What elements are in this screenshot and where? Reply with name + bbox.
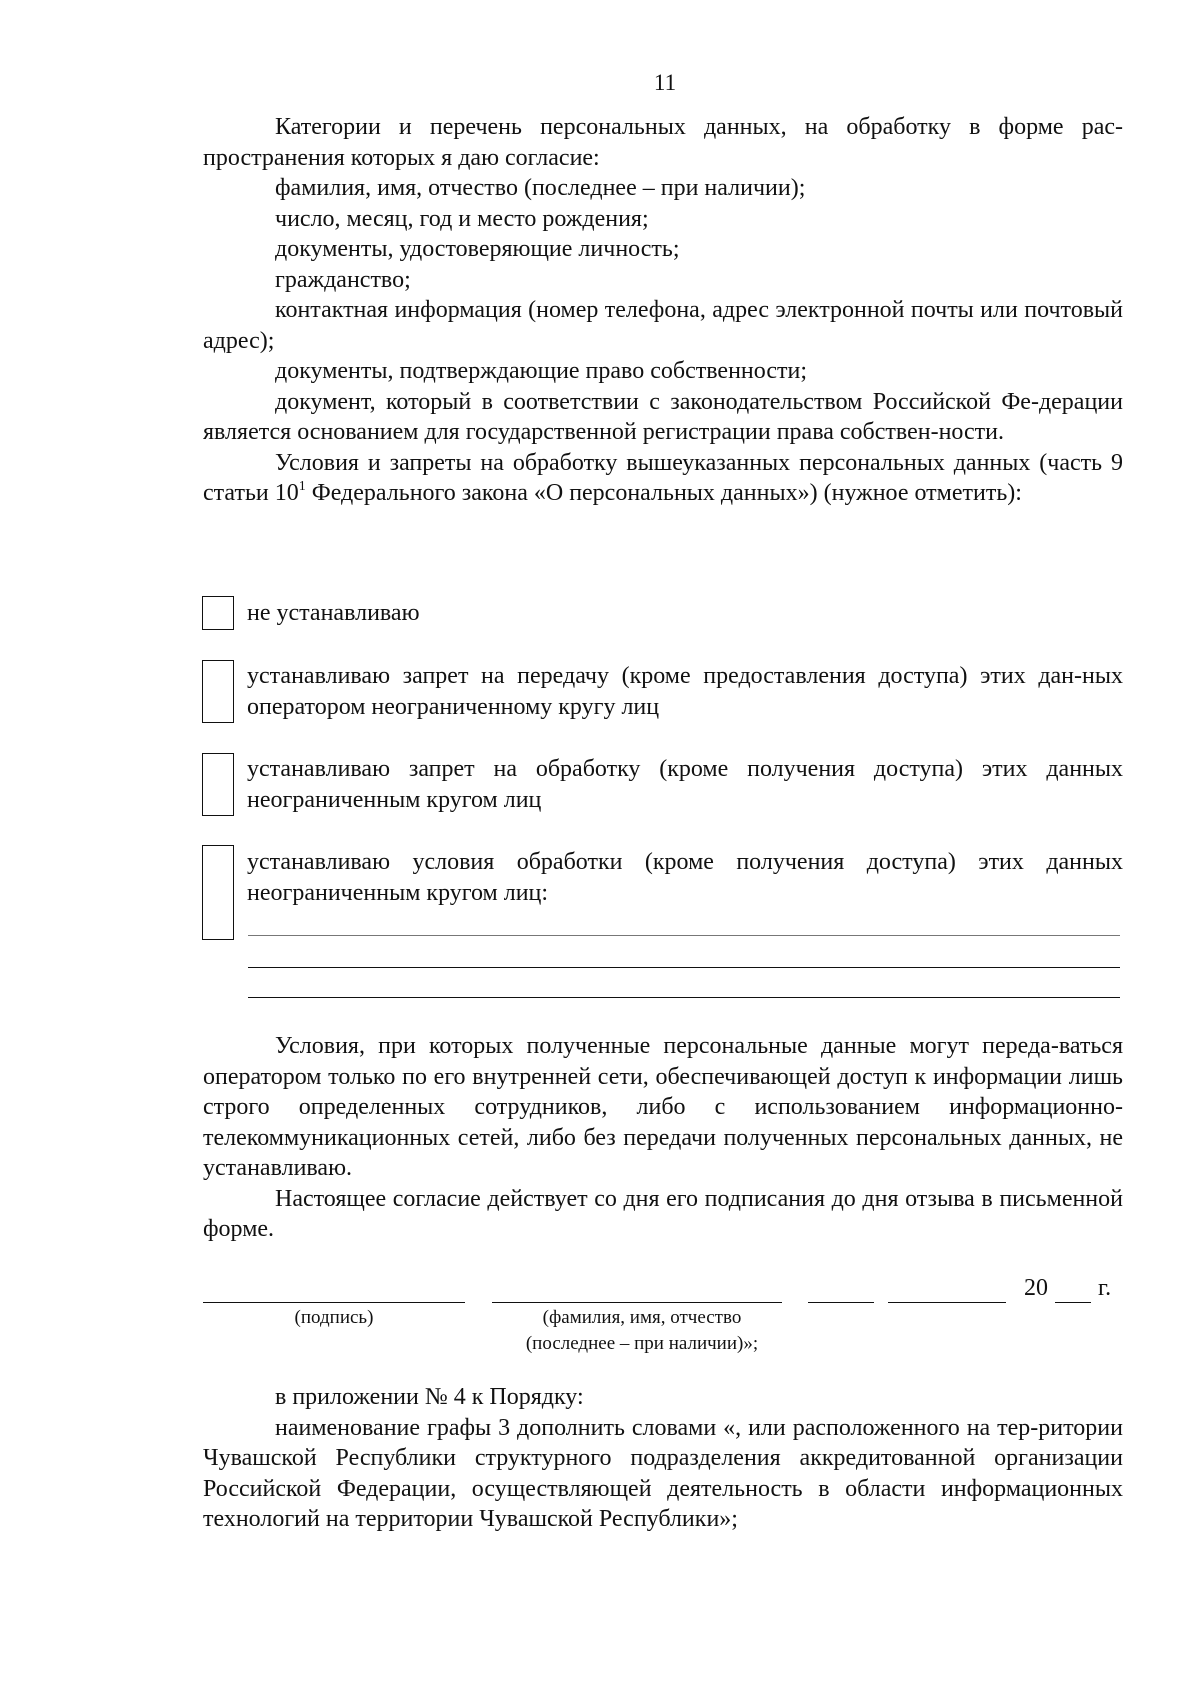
list-item: гражданство;: [275, 266, 411, 293]
option-checkbox-2[interactable]: [202, 660, 234, 723]
appendix-section: [203, 1382, 1123, 1535]
full-name-line[interactable]: [492, 1302, 782, 1303]
option-label-3: устанавливаю запрет на обработку (кроме получения доступа) этих данных неограниченным кругом лиц: [247, 756, 1123, 813]
option-label-2: устанавливаю запрет на передачу (кроме предоставления доступа) этих дан-ных оператором неограниченному кругу лиц: [247, 663, 1123, 720]
signature-caption: (подпись): [294, 1307, 374, 1328]
option-checkbox-3[interactable]: [202, 753, 234, 816]
list-item-registration-doc: документ, который в соответствии с законодательством Российской Фе-дерации является основанием для государственной регистрации права собствен-ности.: [203, 388, 1123, 445]
full-name-caption-2: (последнее – при наличии)»;: [525, 1333, 759, 1354]
superscript: 1: [298, 479, 306, 494]
year-suffix: г.: [1098, 1275, 1112, 1301]
option-checkbox-1[interactable]: [202, 596, 234, 630]
option-label-1: не устанавливаю: [247, 600, 420, 626]
list-item: число, месяц, год и место рождения;: [275, 205, 649, 232]
transfer-conditions-paragraph: Условия, при которых полученные персональные данные могут переда-ваться оператором только по его внутренней сети, обеспечивающей доступ к информации лишь строго определенных сотрудников, либо с использованием информационно-телекоммуникационных сетей, либо без передачи полученных персональных данных, не устанавливаю.: [203, 1033, 1123, 1181]
full-name-caption-1: (фамилия, имя, отчество: [542, 1307, 742, 1328]
date-day-line[interactable]: [808, 1302, 874, 1303]
list-item-ownership: документы, подтверждающие право собственности;: [275, 358, 808, 384]
page-number: 11: [653, 70, 677, 95]
conditions-text-cont: Федерального закона «О персональных данных») (нужное отметить):: [305, 480, 1022, 506]
intro-paragraph: Категории и перечень персональных данных, на обработку в форме рас-пространения которых я даю согласие:: [203, 114, 1123, 171]
intro-section: [203, 112, 1123, 509]
option-checkbox-4[interactable]: [202, 845, 234, 940]
conditions-text: Условия и запреты на обработку вышеуказанных персональных данных (часть 9 статьи 10: [203, 449, 1123, 506]
appendix-heading: в приложении № 4 к Порядку:: [275, 1384, 584, 1410]
conditions-blank-line-1[interactable]: [248, 935, 1120, 936]
closing-section: [203, 1031, 1123, 1245]
list-item: фамилия, имя, отчество (последнее – при наличии);: [275, 175, 806, 201]
date-year-line[interactable]: [1055, 1302, 1091, 1303]
conditions-paragraph: [203, 448, 1123, 509]
appendix-paragraph: наименование графы 3 дополнить словами «, или расположенного на тер-ритории Чувашской Республики структурного подразделения аккредитованной организации Российской Федерации, осуществляющей деятельность в области информационных технологий на территории Чувашской Республики»;: [203, 1414, 1123, 1532]
validity-paragraph: Настоящее согласие действует со дня его подписания до дня отзыва в письменной форме.: [203, 1185, 1123, 1242]
list-item: документы, удостоверяющие личность;: [275, 236, 680, 262]
signature-line[interactable]: [203, 1302, 465, 1303]
list-item-contact: контактная информация (номер телефона, адрес электронной почты или почтовый адрес);: [203, 297, 1123, 354]
option-label-4: устанавливаю условия обработки (кроме получения доступа) этих данных неограниченным кругом лиц:: [247, 849, 1123, 906]
conditions-blank-line-2[interactable]: [248, 967, 1120, 968]
year-prefix: 20: [1024, 1275, 1048, 1301]
conditions-blank-line-3[interactable]: [248, 997, 1120, 998]
date-month-line[interactable]: [888, 1302, 1006, 1303]
